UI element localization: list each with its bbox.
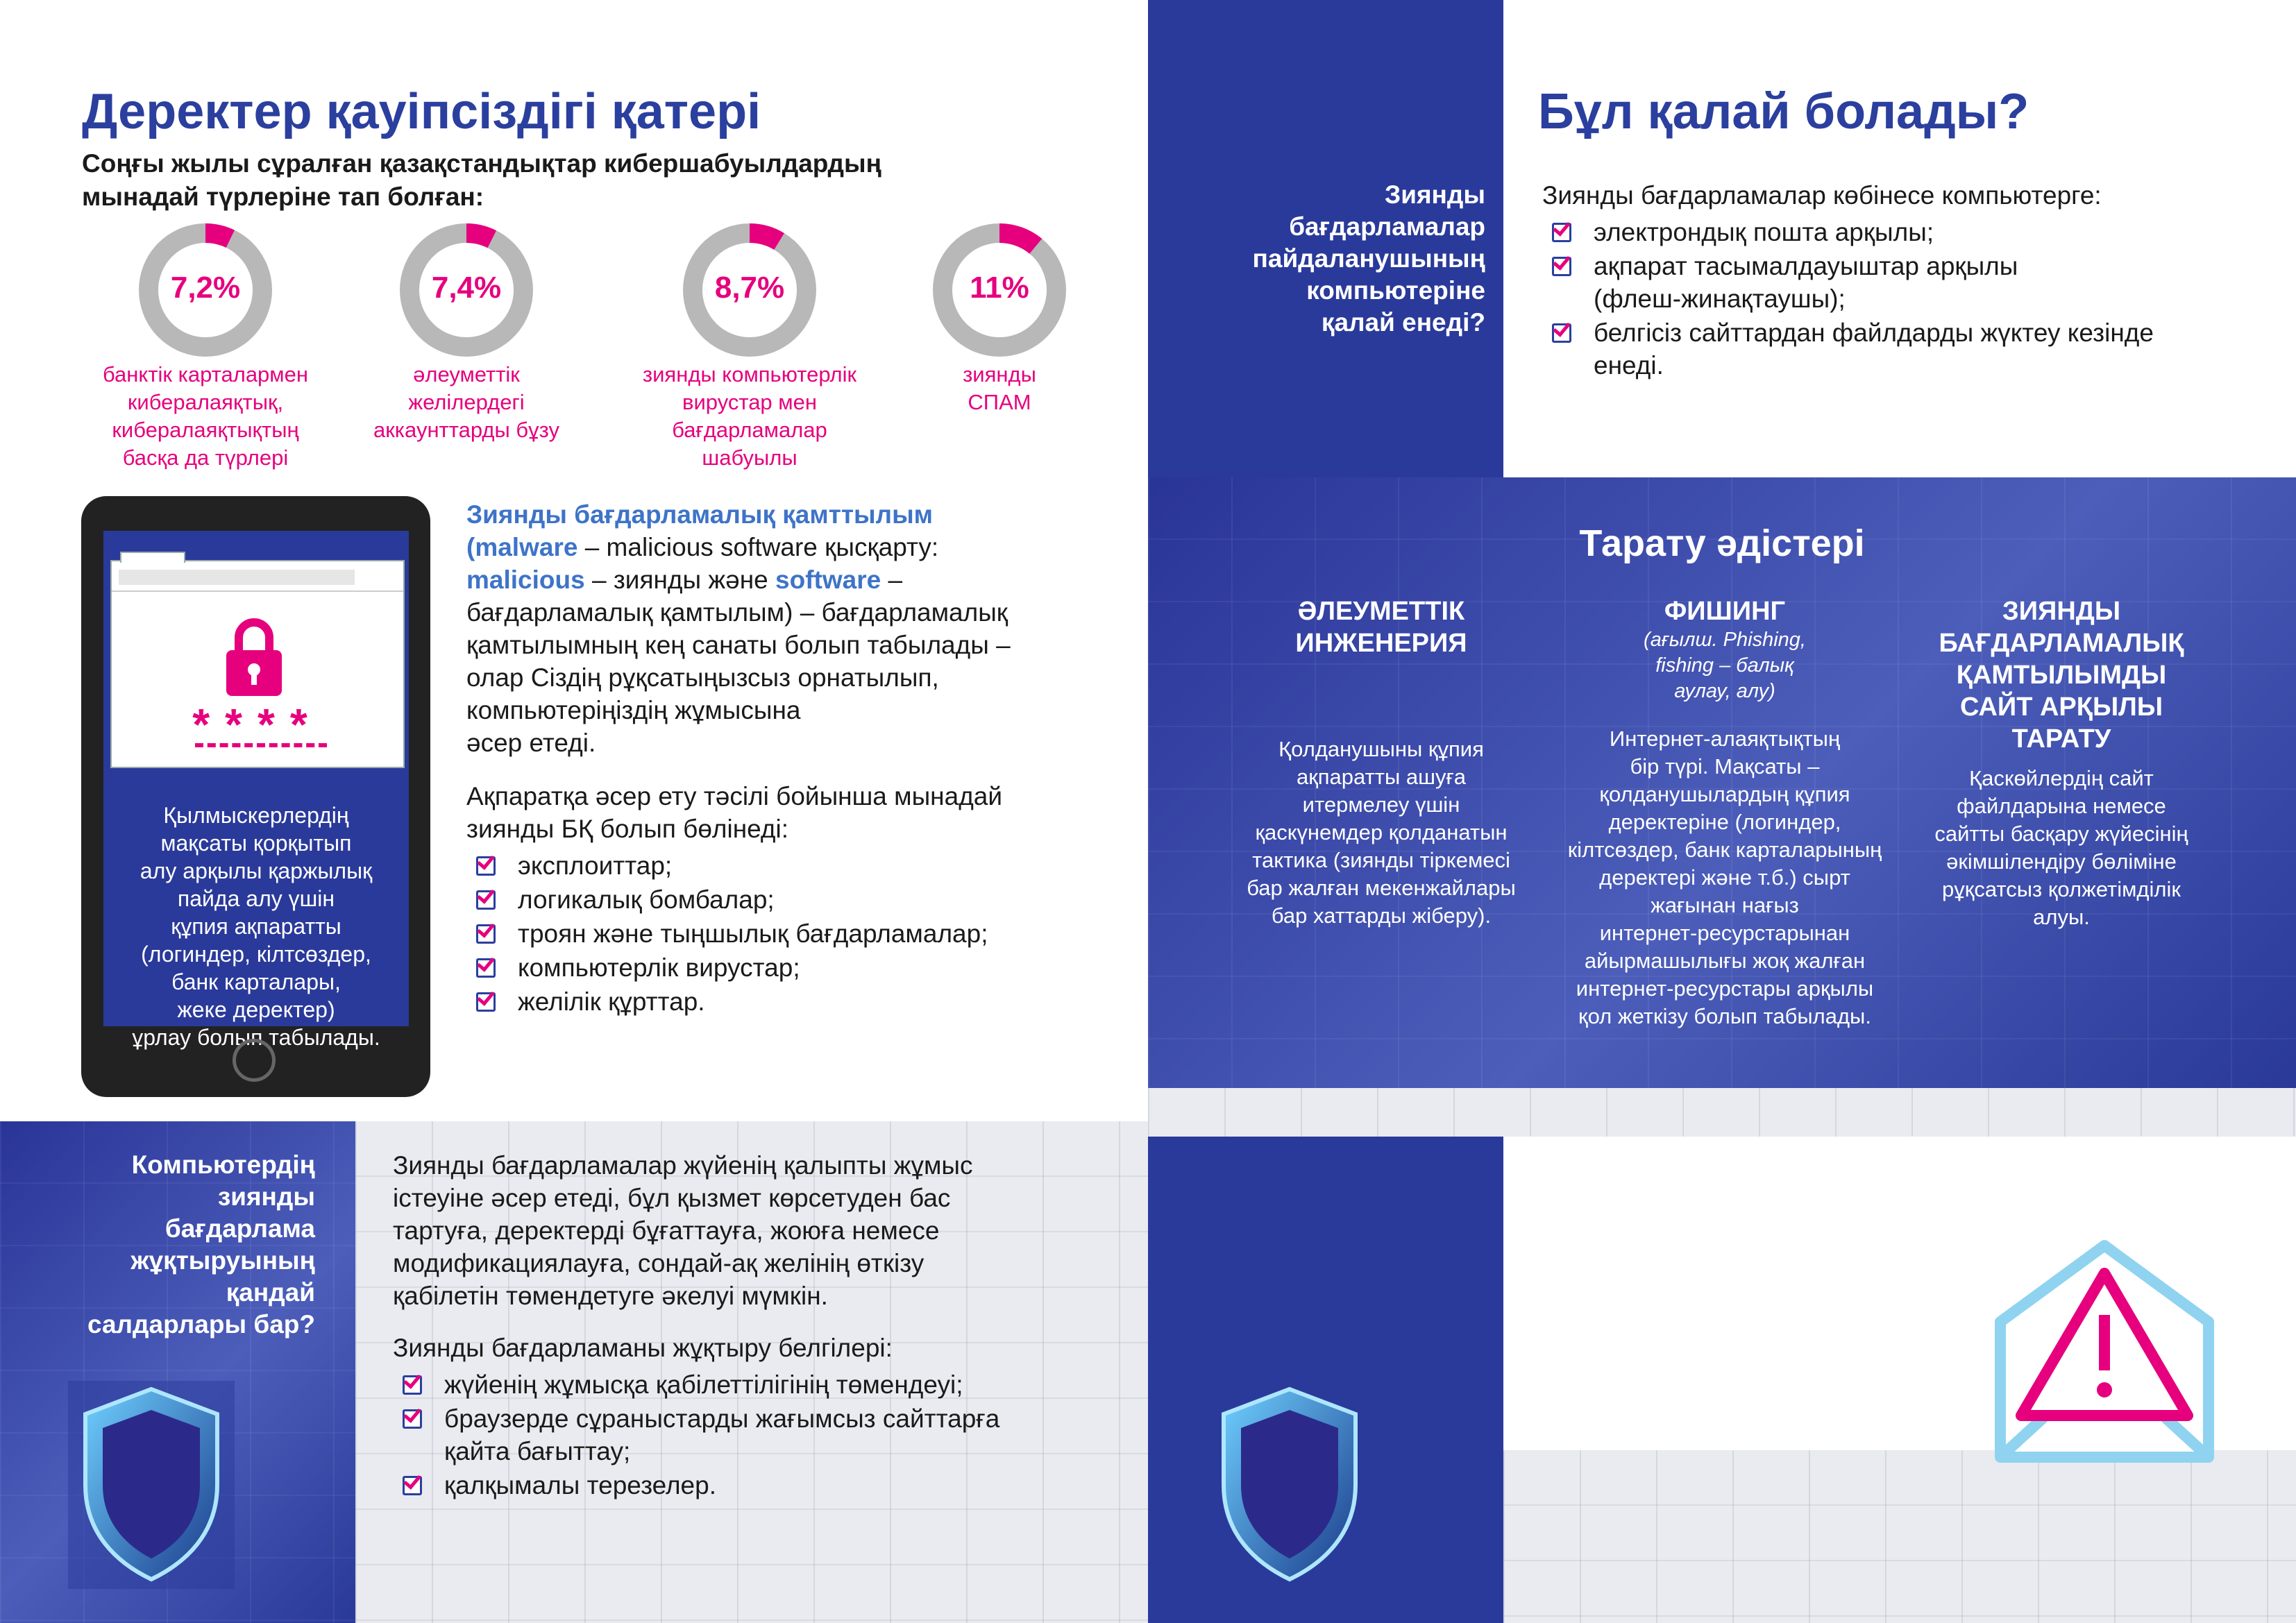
donut-caption xyxy=(335,361,598,444)
method-text-line: интернет-ресурстары арқылы xyxy=(1576,976,1874,1001)
infection-signs-list xyxy=(393,1368,1087,1502)
list-item-text: эксплоиттар; xyxy=(518,851,673,880)
method-social-engineering xyxy=(1242,595,1520,930)
method-text-line: рұқсатсыз қолжетімділік xyxy=(1942,877,2181,901)
caption-line: аккаунттарды бұзу xyxy=(373,418,559,442)
heading-line: пайдаланушының xyxy=(1252,244,1485,273)
caption-line: шабуылы xyxy=(702,445,797,470)
password-underline xyxy=(195,743,327,747)
method-text xyxy=(1242,736,1520,930)
checkbox-check-icon xyxy=(403,1476,422,1495)
left-page-subtitle xyxy=(82,147,881,214)
paragraph-line: модификациялауға, сондай-ақ желінің өткізу xyxy=(393,1249,925,1277)
method-heading-line: ФИШИНГ xyxy=(1664,597,1786,626)
method-text-line: интернет-ресурстарынан xyxy=(1599,921,1850,945)
checkbox-check-icon xyxy=(476,890,496,910)
entry-intro: Зиянды бағдарламалар көбінесе компьютерге: xyxy=(1542,181,2102,210)
list-item-line: қайта бағыттау; xyxy=(444,1437,631,1465)
list-item xyxy=(466,849,1036,882)
method-text-line: Интернет-алаяқтықтың xyxy=(1609,726,1841,751)
list-intro-line: зиянды БҚ болып бөлінеді: xyxy=(466,815,788,843)
list-item xyxy=(1542,216,2250,248)
list-item xyxy=(466,883,1036,916)
malware-rest: – xyxy=(881,566,903,594)
donut-caption xyxy=(909,361,1090,416)
checkbox-check-icon xyxy=(476,924,496,944)
malware-line xyxy=(466,563,1036,596)
browser-address-bar xyxy=(119,570,355,585)
donut-value: 8,7% xyxy=(714,271,785,305)
method-heading-line: БАҒДАРЛАМАЛЫҚ xyxy=(1939,629,2184,658)
phone-text-line: Қылмыскерлердің xyxy=(163,803,349,828)
consequences-heading xyxy=(28,1149,315,1341)
malware-line: әсер етеді. xyxy=(466,729,596,757)
paragraph-line: Зиянды бағдарламалар жүйенің қалыпты жұмыс xyxy=(393,1151,973,1180)
method-note xyxy=(1562,627,1888,704)
consequences-paragraph xyxy=(393,1149,1087,1312)
signs-intro: Зиянды бағдарламаны жұқтыру белгілері: xyxy=(393,1334,893,1362)
subtitle-line: мынадай түрлеріне тап болған: xyxy=(82,182,484,211)
method-note-line: аулау, алу) xyxy=(1674,680,1775,702)
donut-caption xyxy=(618,361,881,472)
heading-line: зиянды xyxy=(217,1182,315,1211)
list-item-line: қалқымалы терезелер. xyxy=(444,1471,716,1499)
browser-scrollbar xyxy=(112,590,403,592)
method-heading xyxy=(1902,595,2221,755)
phone-text-line: пайда алу үшін xyxy=(177,886,335,911)
malware-term: Зиянды бағдарламалық қамттылым xyxy=(466,500,934,529)
malware-word: malware xyxy=(475,533,578,561)
caption-line: вирустар мен xyxy=(682,390,817,414)
method-phishing xyxy=(1562,595,1888,1030)
method-note-line: (ағылш. Phishing, xyxy=(1644,629,1806,651)
checkbox-check-icon xyxy=(476,992,496,1012)
list-item xyxy=(393,1469,1087,1502)
distribution-bottom-strip xyxy=(1148,1088,2296,1137)
malicious-word: malicious xyxy=(466,566,585,594)
method-heading xyxy=(1562,595,1888,627)
list-item-line: жүйенің жұмысқа қабілеттілігінің төмендеуі; xyxy=(444,1370,963,1399)
list-item xyxy=(466,951,1036,984)
side-heading xyxy=(1166,179,1485,339)
checkbox-check-icon xyxy=(1552,257,1571,276)
heading-line: бағдарлама xyxy=(164,1214,315,1243)
right-page-title: Бұл қалай болады? xyxy=(1538,84,2029,139)
heading-line: қандай xyxy=(226,1278,315,1307)
donut-caption xyxy=(81,361,330,472)
browser-window xyxy=(110,560,405,768)
heading-line: жұқтыруының xyxy=(130,1246,315,1275)
donut-value: 7,4% xyxy=(431,271,502,305)
method-text-line: кілтсөздер, банк карталарының xyxy=(1567,838,1882,862)
list-item-text: логикалық бомбалар; xyxy=(518,885,775,914)
subtitle-line: Соңғы жылы сұралған қазақстандықтар кибершабуылдардың xyxy=(82,149,881,178)
caption-line: зиянды xyxy=(963,362,1036,386)
methods-title: Тарату әдістері xyxy=(1579,522,1865,564)
method-text-line: әкімшілендіру бөліміне xyxy=(1946,849,2177,874)
method-text-line: Қаскөйлердің сайт xyxy=(1969,766,2154,790)
list-item-line: белгісіз сайттардан файлдарды жүктеу кезінде xyxy=(1594,318,2154,347)
method-note-line: fishing – балық xyxy=(1655,654,1794,677)
malware-line: олар Сіздің рұқсатыңызсыз орнатылып, xyxy=(466,663,939,692)
malware-rest: – зиянды және xyxy=(584,566,776,594)
checkbox-check-icon xyxy=(403,1409,422,1429)
phone-text-line: құпия ақпаратты xyxy=(171,914,341,939)
method-heading-line: ӘЛЕУМЕТТІК xyxy=(1297,597,1465,626)
padlock-icon xyxy=(226,615,282,697)
caption-line: басқа да түрлері xyxy=(122,445,289,470)
method-text-line: қолданушылардың құпия xyxy=(1599,782,1850,806)
method-text-line: қаскүнемдер қолданатын xyxy=(1255,820,1508,844)
paragraph-line: қабілетін төмендетуге әкелуі мүмкін. xyxy=(393,1282,828,1310)
method-heading-line: ҚАМТЫЛЫМДЫ xyxy=(1956,661,2167,690)
malware-line: бағдарламалық қамтылым) – бағдарламалық xyxy=(466,598,1008,627)
browser-tab xyxy=(120,552,185,563)
method-heading-line: ТАРАТУ xyxy=(2011,724,2111,754)
caption-line: желілердегі xyxy=(408,390,525,414)
checkbox-check-icon xyxy=(1552,223,1571,242)
method-text xyxy=(1902,765,2221,931)
phone-text-line: (логиндер, кілтсөздер, xyxy=(141,942,371,967)
password-mask: **** xyxy=(192,699,323,749)
heading-line: Компьютердің xyxy=(131,1150,315,1179)
method-text-line: қол жеткізу болып табылады. xyxy=(1578,1004,1871,1028)
shield-icon xyxy=(1206,1381,1373,1589)
caption-line: зиянды компьютерлік xyxy=(642,362,857,386)
list-item-line: енеді. xyxy=(1594,351,1664,380)
list-item-line: ақпарат тасымалдауыштар арқылы xyxy=(1594,252,2018,280)
method-text-line: айырмашылығы жоқ жалған xyxy=(1584,949,1866,973)
checkbox-check-icon xyxy=(476,856,496,876)
method-malware-sites xyxy=(1902,595,2221,931)
method-text-line: жағынан нағыз xyxy=(1651,893,1799,917)
phone-text-line: алу арқылы қаржылық xyxy=(140,858,373,883)
list-item-text: компьютерлік вирустар; xyxy=(518,953,800,982)
entry-routes-list xyxy=(1542,216,2250,382)
list-item xyxy=(466,985,1036,1018)
method-text-line: алуы. xyxy=(2033,905,2090,929)
method-text-line: бір түрі. Мақсаты – xyxy=(1630,754,1820,779)
checkbox-check-icon xyxy=(1552,323,1571,343)
phone-screen xyxy=(103,531,409,1050)
list-item xyxy=(393,1368,1087,1401)
heading-line: бағдарламалар xyxy=(1289,212,1485,241)
heading-line: Зиянды xyxy=(1385,180,1485,209)
method-heading xyxy=(1242,595,1520,659)
list-item xyxy=(393,1402,1087,1468)
heading-line: қалай енеді? xyxy=(1321,308,1485,337)
heading-line: салдарлары бар? xyxy=(87,1310,315,1339)
caption-line: кибералаяқтық, xyxy=(127,390,284,414)
paragraph-line: істеуіне әсер етеді, бұл қызмет көрсетуден бас xyxy=(393,1184,951,1212)
method-heading-line: САЙТ АРҚЫЛЫ xyxy=(1959,692,2163,722)
list-item-line: (флеш-жинақтаушы); xyxy=(1594,284,1846,313)
checkbox-check-icon xyxy=(476,958,496,978)
donut-value: 11% xyxy=(970,271,1029,305)
phone-text-line: жеке деректер) xyxy=(177,997,335,1022)
method-text xyxy=(1562,725,1888,1030)
phone-text-line: мақсаты қорқытып xyxy=(160,831,352,856)
malware-line: компьютеріңіздің жұмысына xyxy=(466,696,801,724)
method-text-line: деректеріне (логиндер, xyxy=(1608,810,1841,834)
malware-rest: – malicious software қысқарту: xyxy=(577,533,939,561)
method-text-line: сайтты басқару жүйесінің xyxy=(1934,822,2188,846)
method-text-line: ақпаратты ашуға xyxy=(1296,765,1467,789)
phone-text-line: банк карталары, xyxy=(171,969,341,994)
malware-line xyxy=(466,531,1036,563)
donut-value: 7,2% xyxy=(170,271,241,305)
entry-routes xyxy=(1542,179,2250,383)
heading-line: компьютеріне xyxy=(1306,276,1485,305)
list-item xyxy=(1542,316,2250,382)
left-page-title: Деректер қауіпсіздігі қатері xyxy=(82,84,761,139)
list-intro xyxy=(466,780,1036,845)
malware-types-list xyxy=(466,849,1036,1018)
bottom-right-circuit xyxy=(1503,1450,2296,1623)
checkbox-check-icon xyxy=(403,1375,422,1395)
malware-lines xyxy=(466,596,1036,759)
method-text-line: итермелеу үшін xyxy=(1302,792,1460,817)
home-button-icon xyxy=(233,1039,276,1082)
malware-line: қамтылымның кең санаты болып табылады – xyxy=(466,631,1011,659)
consequences-text xyxy=(393,1149,1087,1503)
list-item-line: браузерде сұраныстарды жағымсыз сайттарға xyxy=(444,1404,1000,1433)
method-text-line: тактика (зиянды тіркемесі xyxy=(1252,848,1510,872)
method-heading-line: ИНЖЕНЕРИЯ xyxy=(1295,629,1467,658)
shield-icon xyxy=(68,1381,235,1589)
caption-line: бағдарламалар xyxy=(672,418,827,442)
list-item xyxy=(466,917,1036,950)
phone-text-line: ұрлау болып табылады. xyxy=(132,1025,380,1050)
phone-illustration xyxy=(81,496,430,1097)
paren: ( xyxy=(466,533,475,561)
method-heading-line: ЗИЯНДЫ xyxy=(2002,597,2121,626)
list-item-line: электрондық пошта арқылы; xyxy=(1594,218,1934,246)
list-item-text: желілік құрттар. xyxy=(518,987,705,1016)
list-item-text: троян және тыңшылық бағдарламалар; xyxy=(518,919,988,948)
caption-line: банктік карталармен xyxy=(103,362,308,386)
phone-text xyxy=(103,801,409,1051)
method-text-line: бар хаттарды жіберу). xyxy=(1271,903,1492,928)
method-text-line: файлдарына немесе xyxy=(1957,794,2166,818)
paragraph-line: тартуға, деректерді бұғаттауға, жоюға немесе xyxy=(393,1216,940,1245)
method-text-line: Қолданушыны құпия xyxy=(1278,737,1484,761)
envelope-warning-icon xyxy=(1986,1239,2222,1468)
method-text-line: деректері және т.б.) сырт xyxy=(1599,865,1850,890)
method-text-line: бар жалған мекенжайлары xyxy=(1247,876,1516,900)
software-word: software xyxy=(775,566,881,594)
caption-line: кибералаяқтықтың xyxy=(112,418,299,442)
caption-line: СПАМ xyxy=(968,390,1031,414)
list-item xyxy=(1542,250,2250,315)
malware-definition xyxy=(466,498,1036,1019)
caption-line: әлеуметтік xyxy=(413,362,520,386)
list-intro-line: Ақпаратқа әсер ету тәсілі бойынша мынадай xyxy=(466,782,1003,810)
